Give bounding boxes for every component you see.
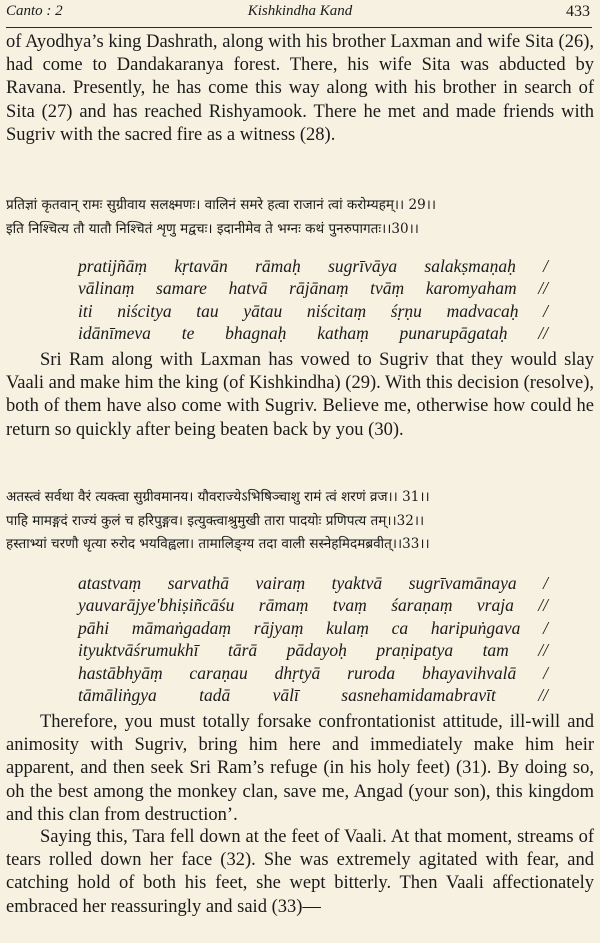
transliteration-line: idānīmeva te bhagnaḥ kathaṃ punarupāgataḥ // <box>78 323 548 344</box>
header-rule <box>6 27 592 28</box>
sanskrit-verses-29-30 <box>6 194 598 241</box>
transliteration-line: ityuktvāśrumukhī tārā pādayoḥ praṇipatya tam // <box>78 640 548 661</box>
paragraph-4: Saying this, Tara fell down at the feet of Vaali. At that moment, streams of tears rolled down her face (32). She was extremely agitated with fear, and catching hold of both his feet, she wept bitterly. Then Vaali affectionately embraced her reassuringly and said (33)— <box>6 827 594 917</box>
sanskrit-verse-30: इति निश्चित्य तौ यातौ निश्चितं शृणु मद्वचः। इदानीमेव ते भग्नः कथं पुनरुपागतः।।30।। <box>6 220 419 237</box>
transliteration-line: pratijñāṃ kṛtavān rāmaḥ sugrīvāya salakṣmaṇaḥ / <box>78 256 548 276</box>
running-header <box>6 3 594 25</box>
transliteration-line: tāmāliṅgya tadā vālī sasnehamidamabravīt // <box>78 685 548 706</box>
transliteration-29-30 <box>78 255 548 345</box>
transliteration-line: atastvaṃ sarvathā vairaṃ tyaktvā sugrīvamānaya / <box>78 573 548 593</box>
paragraph-3: Therefore, you must totally forsake confrontationist attitude, ill-will and animosity with Sugriv, bring him here and immediately make him heir apparent, and then seek Sri Ram’s refuge (in his holy feet) (31). By doing so, oh the best among the monkey clan, save me, Angad (your son), this kingdom and this clan from destruction’. <box>6 712 594 825</box>
transliteration-line: hastābhyāṃ caraṇau dhṛtyā ruroda bhayavihvalā / <box>78 662 548 683</box>
sanskrit-verse-33: हस्ताभ्यां चरणौ धृत्या रुरोद भयविह्वला। तामालिङ्ग्य तदा वाली सस्नेहमिदमब्रवीत्।।33।। <box>6 536 430 553</box>
sanskrit-verses-31-33 <box>6 486 598 557</box>
transliteration-line: yauvarājye'bhiṣiñcāśu rāmaṃ tvaṃ śaraṇaṃ vraja // <box>78 595 548 616</box>
sanskrit-verse-29: प्रतिज्ञां कृतवान् रामः सुग्रीवाय सलक्ष्मणः। वालिनं समरे हत्वा राजानं त्वां करोम्यहम्।। 29।। <box>6 197 437 213</box>
canto-label: Canto : 2 <box>6 3 63 19</box>
sanskrit-verse-32: पाहि मामङ्गदं राज्यं कुलं च हरिपुङ्गव। इत्युक्त्वाश्रुमुखी तारा पादयोः प्रणिपत्य तम्।।32।। <box>6 512 425 529</box>
book-title: Kishkindha Kand <box>247 3 353 19</box>
transliteration-line: vālinaṃ samare hatvā rājānaṃ tvāṃ karomyaham // <box>78 278 548 299</box>
paragraph-1: of Ayodhya’s king Dashrath, along with his brother Laxman and wife Sita (26), had come to Dandakaranya forest. There, his wife Sita was abducted by Ravana. Presently, he has come this way along with his brother in search of Sita (27) and has reached Rishyamook. There he met and made friends with Sugriv with the sacred fire as a witness (28). <box>6 32 594 145</box>
transliteration-31-33 <box>78 572 548 706</box>
page-number: 433 <box>566 3 590 20</box>
sanskrit-verse-31: अतस्त्वं सर्वथा वैरं त्यक्त्वा सुग्रीवमानय। यौवराज्येऽभिषिञ्चाशु रामं त्वं शरणं व्रज।। 31।। <box>6 489 430 505</box>
transliteration-line: iti niścitya tau yātau niścitaṃ śṛṇu madvacaḥ / <box>78 300 548 321</box>
paragraph-2: Sri Ram along with Laxman has vowed to Sugriv that they would slay Vaali and make him the king (of Kishkindha) (29). With this decision (resolve), both of them have also come with Sugriv. Believe me, otherwise how could he return so quickly after being beaten back by you (30). <box>6 350 594 440</box>
transliteration-line: pāhi māmaṅgadaṃ rājyaṃ kulaṃ ca haripuṅgava / <box>78 617 548 638</box>
